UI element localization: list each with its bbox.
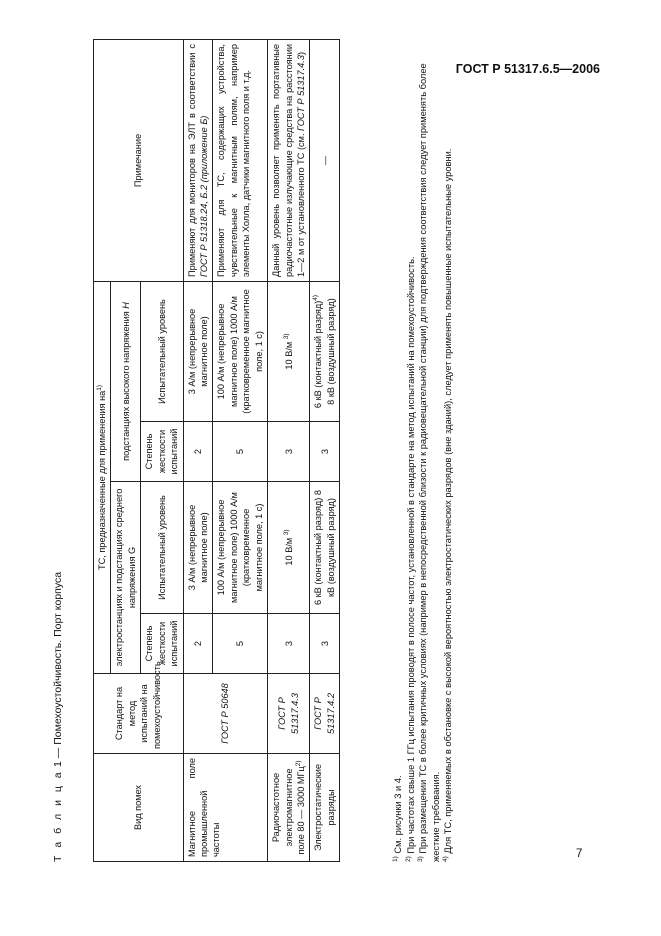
cell-standard: ГОСТ Р 51317.4.2 [310,674,340,754]
table-caption-text: 1 — Помехоустойчивость. Порт корпуса [52,571,64,767]
col-h-level: Испытательный уровень [141,282,183,422]
cell-g-level: 100 А/м (непрерывное магнитное поле) 1000 А/м (кратковременное магнитное поле, 1 с) [213,482,268,614]
cell-standard: ГОСТ Р 51317.4.3 [268,674,310,754]
footnote [392,40,405,862]
col-sub-h: подстанциях высокого напряжения H [111,282,141,482]
cell-type [268,754,310,862]
cell-h-level-text: 10 В/м [283,341,294,370]
footnote [417,40,442,862]
table-caption-prefix: Т а б л и ц а [52,769,64,862]
cell-g-level-text: 10 В/м [283,537,294,566]
cell-note: Применяют для ТС, содержащих устройства, чувствительные к магнитным полям, например элементы Холла, датчики магнитного поля и т.д. [213,40,268,282]
cell-h-severity: 3 [310,422,340,482]
col-group [94,282,111,674]
cell-type: Электростатические разряды [310,754,340,862]
cell-type: Магнитное поле промышленной частоты [183,754,268,862]
col-type: Вид помех [94,754,184,862]
cell-h-level [310,282,340,422]
cell-h-level-a: 6 кВ (контактный разряд) [313,300,324,409]
cell-g-level [268,482,310,614]
footnote-text: При размещении ТС в более критичных условиях (например в непосредственной близости к радиовещательной станции) для подтверждения соответствия следует применять более жесткие требования. [418,63,441,862]
cell-note: Применяют для мониторов на ЭЛТ в соответствии с ГОСТ Р 51318.24, Б.2 (приложение Б) [183,40,213,282]
cell-h-severity: 5 [213,422,268,482]
header-row-1 [94,40,111,862]
cell-h-severity: 3 [268,422,310,482]
footnote-mark: 3) [282,333,290,340]
col-sub-g: электростанциях и подстанциях среднего напряжения G [111,482,141,674]
col-group-label: ТС, предназначенные для применения на [97,390,108,571]
cell-note: Данный уровень позволяет применять портативные радиочастотные излучающие средства на расстоянии 1—2 м от установленного ТС (см. ГОСТ Р 51317.4.3) [268,40,310,282]
cell-h-level-b: 8 кВ (воздушный разряд) [325,298,336,405]
col-g-level: Испытательный уровень [141,482,183,614]
footnote-text: При частотах свыше 1 ГГц испытания проводят в полосе частот, установленной в стандарте на метод испытаний на помехоустойчивость. [405,256,416,854]
footnote-mark: 1) [96,384,103,391]
cell-h-severity: 2 [183,422,213,482]
footnotes [392,40,455,862]
footnote [405,40,418,862]
table-row [183,40,213,862]
cell-h-level: 3 А/м (непрерывное магнитное поле) [183,282,213,422]
footnote-mark: 3) [282,529,290,536]
col-standard: Стандарт на метод испытаний на помехоустойчивость [94,674,184,754]
table-row [310,40,340,862]
footnote-mark: 4) [312,294,320,301]
cell-h-level [268,282,310,422]
cell-h-level: 100 А/м (непрерывное магнитное поле) 1000 А/м (кратковременное магнитное поле, 1 с) [213,282,268,422]
footnote [442,40,455,862]
cell-g-severity: 3 [268,614,310,674]
footnote-mark: 1) [392,856,399,862]
footnote-mark: 2) [294,760,302,767]
cell-g-level: 3 А/м (непрерывное магнитное поле) [183,482,213,614]
cell-g-level: 6 кВ (контактный разряд) 8 кВ (воздушный разряд) [310,482,340,614]
table-caption [52,42,70,862]
cell-g-severity: 5 [213,614,268,674]
col-h-severity: Степень жесткости испытаний [141,422,183,482]
cell-note: — [310,40,340,282]
document-code: ГОСТ Р 51317.6.5—2006 [455,62,600,76]
footnote-mark: 4) [442,856,450,862]
cell-g-severity: 2 [183,614,213,674]
footnote-text: Для ТС, применяемых в обстановке с высокой вероятностью электростатических разрядов (вне зданий), следует применять повышенные испытательные уровни. [443,148,454,854]
cell-standard: ГОСТ Р 50648 [183,674,268,754]
footnote-mark: 3) [417,856,425,862]
cell-type-text: Радиочастотное электромагнитное поле 80 — 3000 МГц [271,766,307,855]
page-number: 7 [576,848,583,860]
footnote-text: См. рисунки 3 и 4. [393,775,404,854]
col-note: Примечание [94,40,184,282]
rotated-content [52,42,532,862]
cell-g-severity: 3 [310,614,340,674]
footnote-mark: 2) [404,856,412,862]
immunity-table [93,39,340,862]
col-g-severity: Степень жесткости испытаний [141,614,183,674]
table-row [268,40,310,862]
